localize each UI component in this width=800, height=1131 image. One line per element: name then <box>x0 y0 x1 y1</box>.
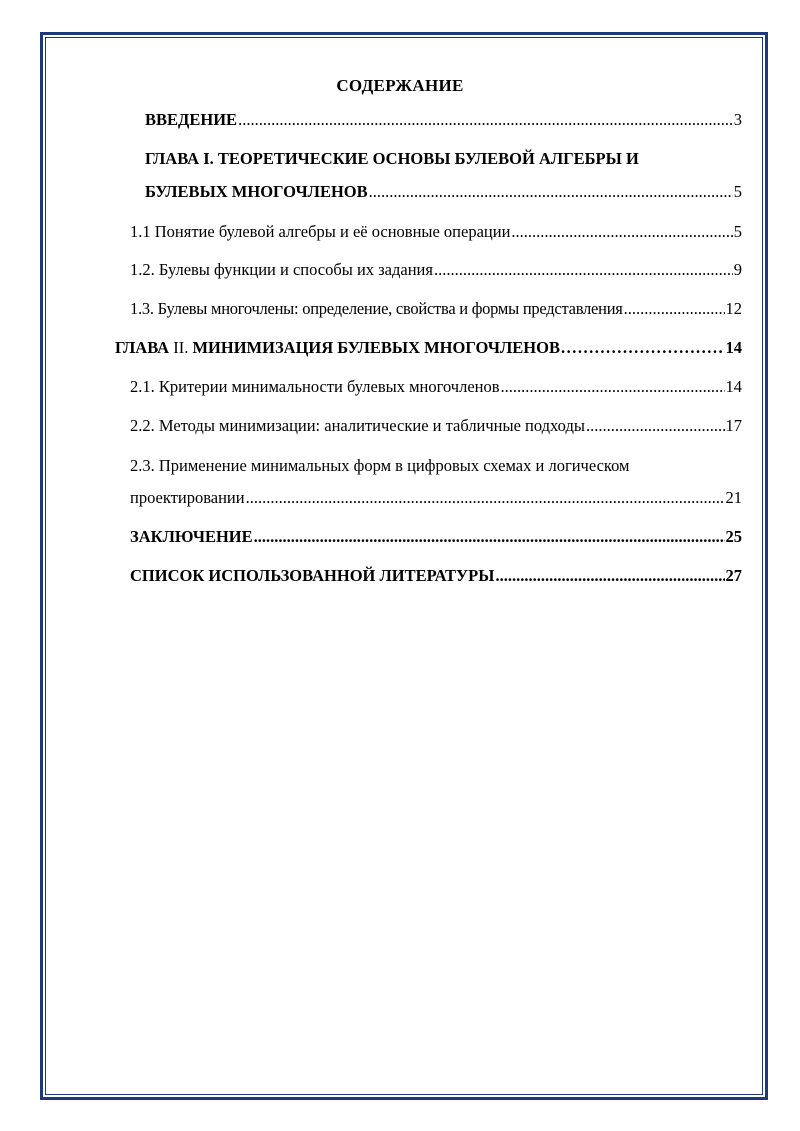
toc-chapter1-line1[interactable]: ГЛАВА I. ТЕОРЕТИЧЕСКИЕ ОСНОВЫ БУЛЕВОЙ АЛГЕБРЫ И <box>145 149 639 168</box>
toc-page-number: 3 <box>733 110 742 129</box>
toc-leader-dots <box>511 222 732 242</box>
toc-entry-references[interactable] <box>130 566 742 586</box>
toc-page-number: 17 <box>725 416 742 435</box>
toc-leader-dots <box>495 566 724 586</box>
toc-entry-chapter1[interactable] <box>145 182 742 202</box>
chapter2-prefix: ГЛАВА <box>115 338 174 357</box>
toc-page-number: 25 <box>725 527 742 546</box>
chapter2-title: МИНИМИЗАЦИЯ БУЛЕВЫХ МНОГОЧЛЕНОВ <box>188 338 560 357</box>
toc-entry-2-3[interactable] <box>130 488 742 508</box>
toc-entry-label: БУЛЕВЫХ МНОГОЧЛЕНОВ <box>145 182 368 201</box>
toc-page-number: 14 <box>725 377 742 396</box>
toc-leader-dots <box>434 260 733 280</box>
toc-leader-dots <box>369 182 733 202</box>
toc-entry-intro[interactable] <box>145 110 742 130</box>
toc-page-number: 27 <box>725 566 742 585</box>
toc-entry-label: ВВЕДЕНИЕ <box>145 110 238 129</box>
toc-entry-conclusion[interactable] <box>130 527 742 547</box>
toc-leader-dots <box>561 338 725 358</box>
toc-leader-dots <box>254 527 725 547</box>
toc-entry-1-3[interactable] <box>130 299 742 319</box>
toc-entry-2-1[interactable] <box>130 377 742 397</box>
toc-leader-dots <box>586 416 725 436</box>
toc-title: СОДЕРЖАНИЕ <box>336 76 464 95</box>
toc-page-number: 14 <box>725 338 742 357</box>
chapter2-roman: II. <box>173 338 189 357</box>
toc-entry-label: 2.1. Критерии минимальности булевых многочленов <box>130 377 500 396</box>
toc-page-number: 12 <box>725 299 742 318</box>
toc-entry-chapter2[interactable] <box>115 338 742 358</box>
toc-leader-dots <box>246 488 725 508</box>
toc-entry-label: 1.3. Булевы многочлены: определение, свойства и формы представления <box>130 299 623 318</box>
toc-leader-dots <box>624 299 725 319</box>
toc-entry-1-2[interactable] <box>130 260 742 280</box>
toc-2-3-line1[interactable]: 2.3. Применение минимальных форм в цифровых схемах и логическом <box>130 456 630 475</box>
toc-entry-label: ЗАКЛЮЧЕНИЕ <box>130 527 253 546</box>
toc-page-number: 5 <box>733 182 742 201</box>
toc-page-number: 21 <box>725 488 742 507</box>
toc-leader-dots <box>501 377 725 397</box>
toc-entry-label: СПИСОК ИСПОЛЬЗОВАННОЙ ЛИТЕРАТУРЫ <box>130 566 495 585</box>
toc-entry-label: 1.2. Булевы функции и способы их задания <box>130 260 433 279</box>
toc-entry-label: 1.1 Понятие булевой алгебры и её основные операции <box>130 222 511 241</box>
toc-entry-1-1[interactable] <box>130 222 742 242</box>
toc-entry-label <box>115 338 560 358</box>
toc-leader-dots <box>238 110 733 130</box>
toc-page-number: 9 <box>733 260 742 279</box>
toc-entry-label: 2.2. Методы минимизации: аналитические и табличные подходы <box>130 416 585 435</box>
toc-page-number: 5 <box>733 222 742 241</box>
toc-entry-label: проектировании <box>130 488 245 507</box>
toc-entry-2-2[interactable] <box>130 416 742 436</box>
